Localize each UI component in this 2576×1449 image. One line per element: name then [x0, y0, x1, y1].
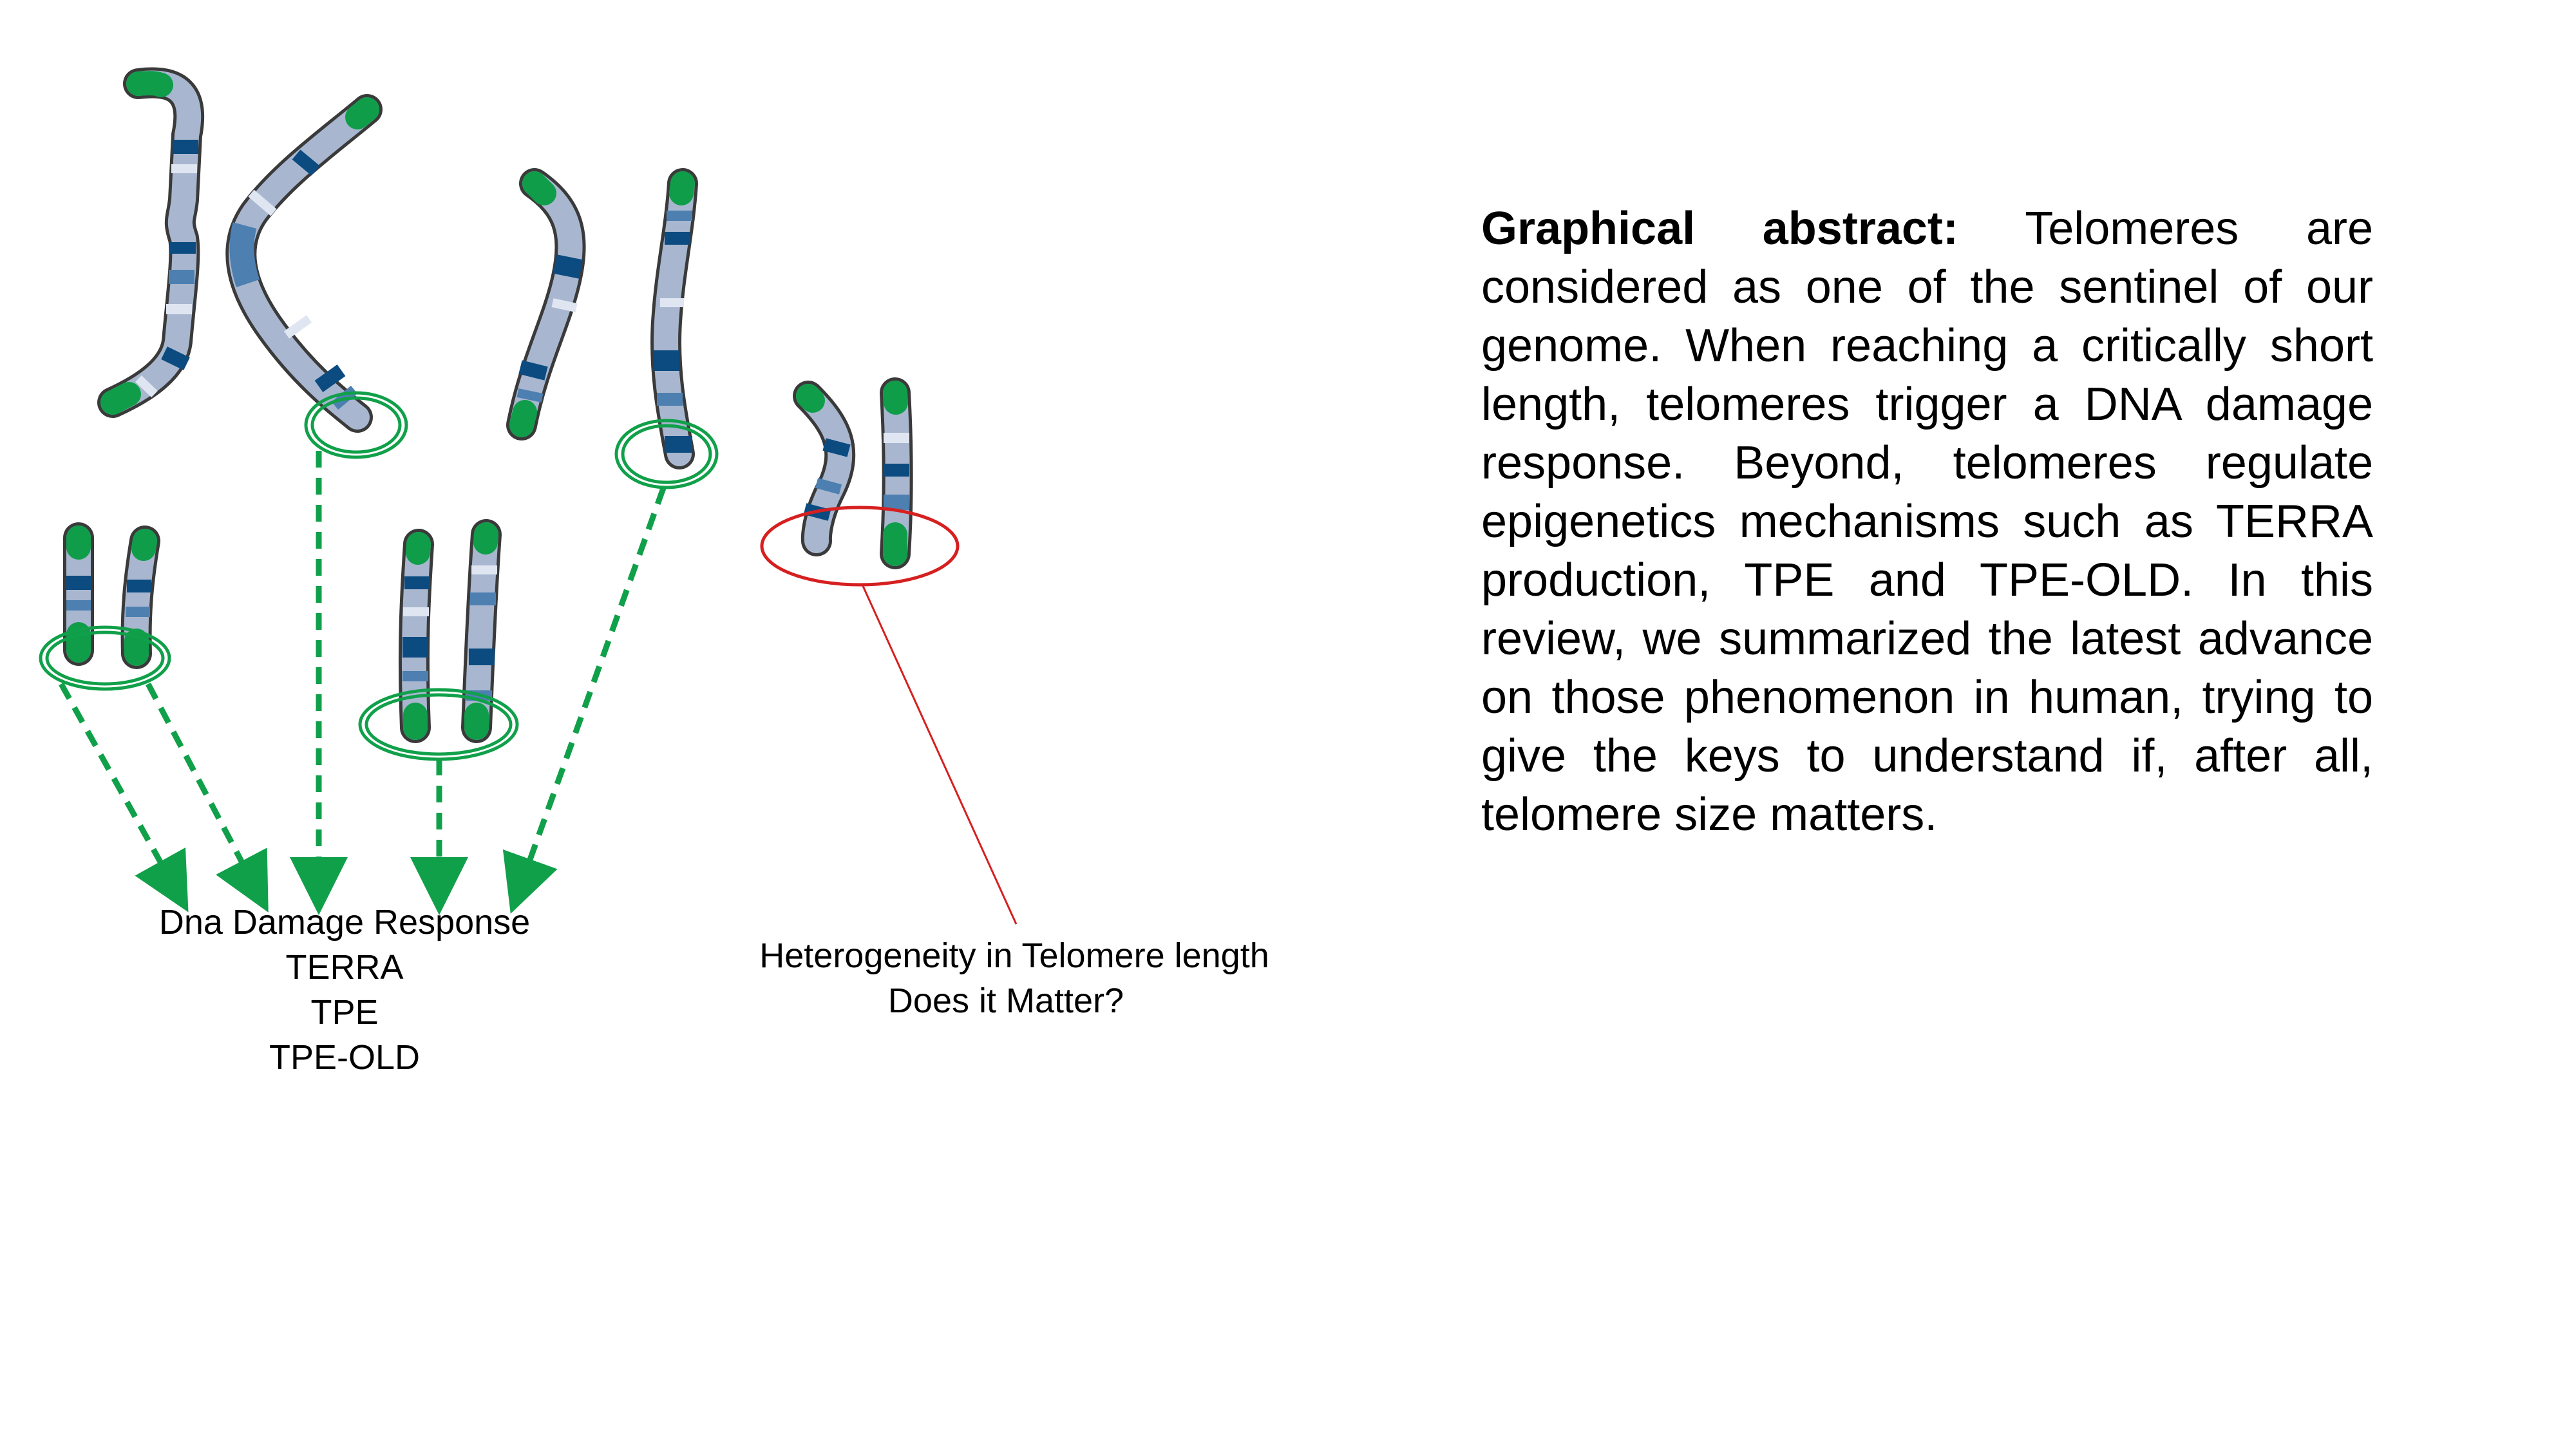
telomere-top — [138, 83, 161, 85]
abstract-paragraph — [1481, 200, 2373, 844]
chromosome-medium-3 — [518, 184, 581, 425]
outcome-arrows — [61, 451, 663, 892]
arrow-5 — [518, 488, 663, 892]
question-labels — [759, 936, 1269, 1020]
heterogeneity-marker-ellipse — [762, 507, 958, 585]
chromosome-pair-middle — [402, 535, 497, 728]
chromosome-pair-heterogeneous — [805, 393, 909, 554]
outcome-label-4: TPE-OLD — [269, 1038, 421, 1077]
chromosome-long-2 — [241, 109, 367, 417]
chromosome-long-1 — [113, 82, 198, 402]
outcome-labels — [159, 903, 530, 1077]
outcome-label-2: TERRA — [285, 948, 404, 987]
marker-ellipse-4 — [360, 690, 517, 759]
outcome-label-3: TPE — [310, 993, 379, 1032]
question-connector-line — [863, 586, 1016, 924]
outcome-label-1: Dna Damage Response — [158, 903, 531, 942]
abstract-heading: Graphical abstract: — [1481, 203, 1958, 254]
chromosome-medium-4 — [654, 184, 692, 454]
abstract-body: Telomeres are considered as one of the sentinel of our genome. When reaching a critically short length, telomeres trigger a DNA damage response. Beyond, telomeres regulate epigenetics mechanisms such as TERRA production, TPE and TPE-OLD. In this review, we summarized the latest advance on those phenomenon in human, trying to give the keys to understand if, after all, telomere size matters. — [1481, 203, 2373, 840]
arrow-1 — [61, 684, 177, 892]
arrow-2 — [148, 684, 258, 892]
telomere-bottom — [113, 394, 129, 402]
question-label-1: Heterogeneity in Telomere length — [759, 936, 1269, 975]
question-label-2: Does it Matter? — [887, 981, 1124, 1020]
